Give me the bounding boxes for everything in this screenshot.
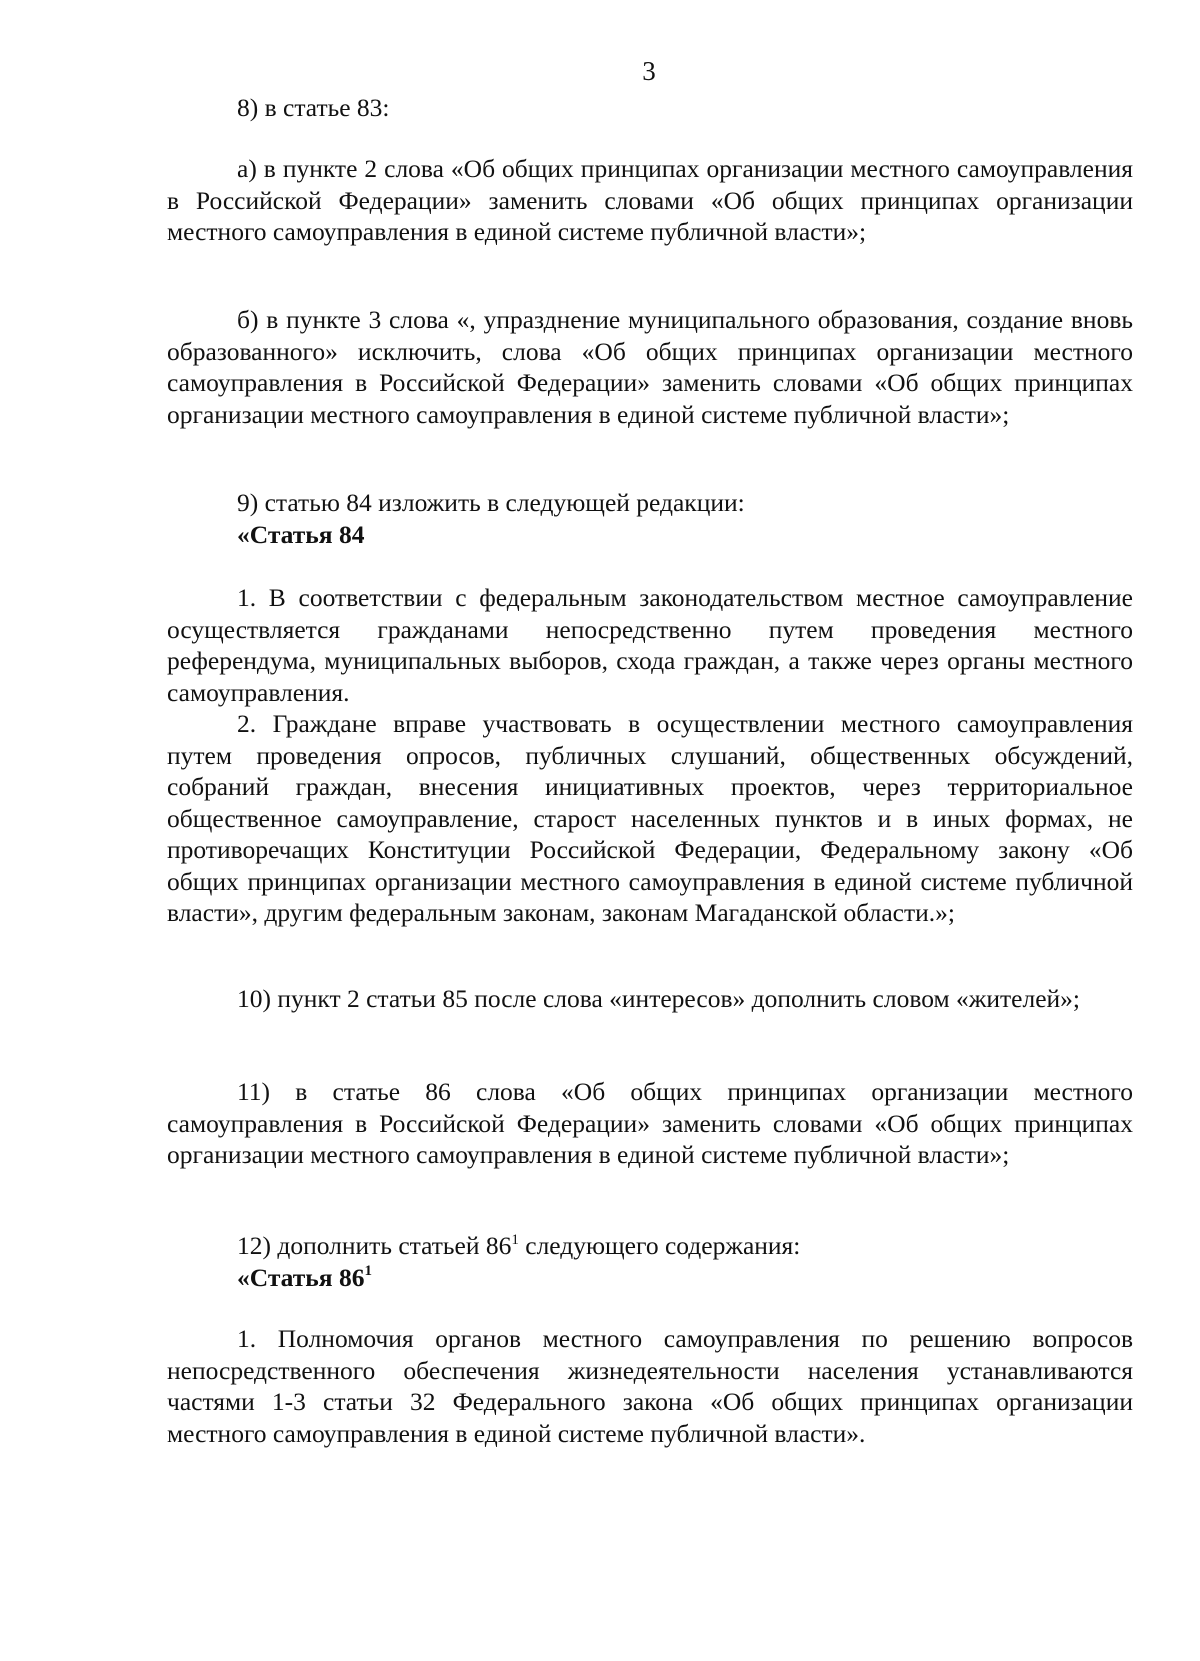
- item-10-text: 10) пункт 2 статьи 85 после слова «интересов» дополнить словом «жителей»;: [237, 984, 1080, 1013]
- article-84-part-1: 1. В соответствии с федеральным законодательством местное самоуправление осуществляется гражданами непосредственно путем проведения местного референдума, муниципальных выборов, схода граждан, а также через органы местного самоуправления.: [167, 583, 1133, 707]
- article-84-body: [167, 582, 1133, 929]
- page-number: 3: [642, 56, 656, 86]
- item-8-text: 8) в статье 83:: [237, 93, 390, 122]
- item-10: [167, 983, 1133, 1015]
- article-86-1-title-superscript: 1: [364, 1263, 372, 1279]
- article-86-1-body: [167, 1323, 1133, 1449]
- item-8a-text: а) в пункте 2 слова «Об общих принципах организации местного самоуправления в Российской Федерации» заменить словами «Об общих принципах организации местного самоуправления в единой системе публичной власти»;: [167, 154, 1133, 246]
- article-86-1-title-text: «Статья 86: [237, 1262, 365, 1292]
- article-86-1-title: [167, 1262, 1133, 1294]
- item-8-heading: [167, 92, 1133, 124]
- item-12-prefix: 12) дополнить статьей 86: [237, 1231, 512, 1260]
- item-12: [167, 1230, 1133, 1293]
- item-11: [167, 1076, 1133, 1171]
- article-84-title: «Статья 84: [237, 519, 365, 549]
- item-12-suffix: следующего содержания:: [518, 1231, 801, 1260]
- item-8a: [167, 153, 1133, 248]
- item-8b-text: б) в пункте 3 слова «, упразднение муниципального образования, создание вновь образованного» исключить, слова «Об общих принципах организации местного самоуправления в Российской Федерации» заменить словами «Об общих принципах организации местного самоуправления в единой системе публичной власти»;: [167, 305, 1133, 429]
- item-12-text: [167, 1230, 1133, 1262]
- item-8b: [167, 304, 1133, 430]
- item-12-superscript: 1: [511, 1231, 519, 1248]
- article-84-part-2: 2. Граждане вправе участвовать в осуществлении местного самоуправления путем проведения опросов, публичных слушаний, общественных обсуждений, собраний граждан, внесения инициативных проектов, через территориальное общественное самоуправление, старост населенных пунктов и в иных формах, не противоречащих Конституции Российской Федерации, Федеральному закону «Об общих принципах организации местного самоуправления в единой системе публичной власти», другим федеральным законам, законам Магаданской области.»;: [167, 709, 1133, 927]
- item-9-text: 9) статью 84 изложить в следующей редакции:: [237, 488, 745, 517]
- article-86-1-part-1: 1. Полномочия органов местного самоуправления по решению вопросов непосредственного обеспечения жизнедеятельности населения устанавливаются частями 1-3 статьи 32 Федерального закона «Об общих принципах организации местного самоуправления в единой системе публичной власти».: [167, 1324, 1133, 1448]
- item-11-text: 11) в статье 86 слова «Об общих принципах организации местного самоуправления в Российской Федерации» заменить словами «Об общих принципах организации местного самоуправления в единой системе публичной власти»;: [167, 1077, 1133, 1169]
- item-9: [167, 487, 1133, 550]
